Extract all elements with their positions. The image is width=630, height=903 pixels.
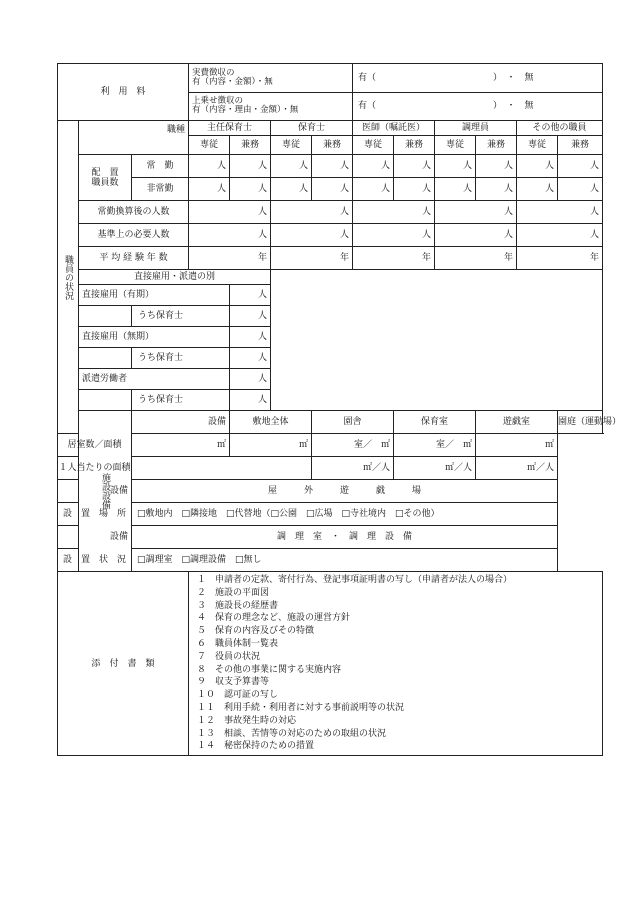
avg-exp-cell[interactable]: 年	[271, 247, 353, 270]
rooms-area-cell[interactable]: 室／ ㎡	[312, 434, 394, 457]
avg-exp-label: 平 均 経 験 年 数	[79, 247, 189, 270]
application-form-table	[57, 63, 622, 756]
employment-cell[interactable]: 人	[230, 306, 271, 327]
sub-header: 兼務	[394, 136, 435, 155]
avg-exp-cell[interactable]: 年	[517, 247, 603, 270]
attachment-item: １４ 秘密保持のための措置	[197, 741, 315, 752]
facility-section-label: 施設設備	[79, 411, 132, 572]
sub-header: 専従	[517, 136, 558, 155]
area-cell[interactable]: ㎡	[230, 434, 312, 457]
parttime-dedicated-cell[interactable]: 人	[189, 178, 230, 201]
fte-cell[interactable]: 人	[189, 201, 271, 224]
attachments-label: 添 付 書 類	[58, 572, 189, 756]
parttime-label: 非常勤	[132, 178, 189, 201]
employment-cell[interactable]: 人	[230, 369, 271, 390]
attachment-item: １ 申請者の定款、寄付行為、登記事項証明書の写し（申請者が法人の場合）	[197, 575, 513, 585]
sub-header: 兼務	[312, 136, 353, 155]
employment-row-label: 直接雇用（有期）	[79, 285, 230, 306]
avg-exp-cell[interactable]: 年	[189, 247, 271, 270]
required-cell[interactable]: 人	[189, 224, 271, 247]
sub-header: 専従	[435, 136, 476, 155]
employment-cell[interactable]: 人	[230, 390, 271, 411]
attachment-item: １１ 利用手続・利用者に対する事前説明等の状況	[197, 702, 405, 713]
employment-row-label: 直接雇用（無期）	[79, 327, 230, 348]
placement-label: 配 置 職員数	[79, 155, 132, 201]
equip-col-1: 園舎	[312, 411, 394, 434]
parttime-concurrent-cell[interactable]: 人	[558, 178, 603, 201]
fulltime-concurrent-cell[interactable]: 人	[230, 155, 271, 178]
employment-row-label: うち保育士	[132, 306, 230, 327]
parttime-concurrent-cell[interactable]: 人	[230, 178, 271, 201]
status-label: 設 置 状 況	[58, 549, 132, 572]
employment-row-label: うち保育士	[132, 390, 230, 411]
location-options[interactable]: □敷地内 □隣接地 □代替地（□公園 □広場 □寺社境内 □その他）	[132, 503, 558, 526]
fulltime-dedicated-cell[interactable]: 人	[435, 155, 476, 178]
staff-type-4: その他の職員	[517, 121, 603, 136]
required-cell[interactable]: 人	[517, 224, 603, 247]
blank-area	[271, 270, 603, 411]
parttime-dedicated-cell[interactable]: 人	[435, 178, 476, 201]
parttime-concurrent-cell[interactable]: 人	[312, 178, 353, 201]
staff-type-label: 職種	[79, 121, 189, 155]
fulltime-dedicated-cell[interactable]: 人	[517, 155, 558, 178]
sub-header: 専従	[353, 136, 394, 155]
required-cell[interactable]: 人	[353, 224, 435, 247]
required-cell[interactable]: 人	[435, 224, 517, 247]
surcharge-fee-value[interactable]: 有（ ） ・ 無	[353, 92, 603, 121]
actual-fee-value[interactable]: 有（ ） ・ 無	[353, 64, 603, 93]
sub-header: 兼務	[558, 136, 603, 155]
staff-type-3: 調理員	[435, 121, 517, 136]
attachments-list	[189, 572, 603, 756]
staff-type-1: 保育士	[271, 121, 353, 136]
fulltime-concurrent-cell[interactable]: 人	[394, 155, 435, 178]
fulltime-concurrent-cell[interactable]: 人	[312, 155, 353, 178]
employment-cell[interactable]: 人	[230, 327, 271, 348]
per-person-label: １人当たりの面積	[58, 457, 132, 480]
staff-type-2: 医師（嘱託医）	[353, 121, 435, 136]
attachment-item: １０ 認可証の写し	[197, 690, 279, 701]
area-cell[interactable]: ㎡	[476, 434, 558, 457]
fte-label: 常勤換算後の人数	[79, 201, 189, 224]
sub-header: 兼務	[230, 136, 271, 155]
per-person-cell[interactable]: ㎡／人	[394, 457, 476, 480]
attachment-item: ８ その他の事業に関する実施内容	[197, 664, 342, 675]
fte-cell[interactable]: 人	[353, 201, 435, 224]
staff-type-0: 主任保育士	[189, 121, 271, 136]
parttime-concurrent-cell[interactable]: 人	[394, 178, 435, 201]
employment-header: 直接雇用・派遣の別	[79, 270, 271, 285]
fulltime-dedicated-cell[interactable]: 人	[271, 155, 312, 178]
actual-fee-label: 実費徴収の 有（内容・金額）・無	[189, 64, 353, 93]
equip-col-4: 園庭（運動場）	[558, 411, 603, 434]
avg-exp-cell[interactable]: 年	[435, 247, 517, 270]
employment-cell[interactable]: 人	[230, 285, 271, 306]
per-person-blank	[132, 457, 312, 480]
avg-exp-cell[interactable]: 年	[353, 247, 435, 270]
attachment-item: １２ 事故発生時の対応	[197, 715, 297, 726]
employment-cell[interactable]: 人	[230, 348, 271, 369]
attachment-item: ７ 役員の状況	[197, 651, 261, 662]
equip-label: 設備	[132, 411, 230, 434]
rooms-label: 居室数／面積	[58, 434, 132, 457]
attachment-item: ９ 収支予算書等	[197, 677, 270, 688]
employment-row-label: うち保育士	[132, 348, 230, 369]
attachment-item: １３ 相談、苦情等の対応のための取組の状況	[197, 728, 387, 739]
rooms-area-cell[interactable]: 室／ ㎡	[394, 434, 476, 457]
required-label: 基準上の必要人数	[79, 224, 189, 247]
location-label: 設 置 場 所	[58, 503, 132, 526]
fulltime-label: 常 勤	[132, 155, 189, 178]
parttime-dedicated-cell[interactable]: 人	[271, 178, 312, 201]
equip-col-0: 敷地全体	[230, 411, 312, 434]
fulltime-dedicated-cell[interactable]: 人	[189, 155, 230, 178]
surcharge-fee-label: 上乗せ徴収の 有（内容・理由・金額）・無	[189, 92, 353, 121]
per-person-cell[interactable]: ㎡／人	[476, 457, 558, 480]
sub-header: 専従	[189, 136, 230, 155]
attachment-item: ３ 施設長の経歴書	[197, 600, 279, 611]
parttime-concurrent-cell[interactable]: 人	[476, 178, 517, 201]
staff-section-label: 職員の状況	[58, 121, 79, 434]
fulltime-dedicated-cell[interactable]: 人	[353, 155, 394, 178]
kitchen-equip-label: 設備	[58, 526, 132, 549]
kitchen-title: 調 理 室 ・ 調 理 設 備	[132, 526, 558, 549]
sub-header: 兼務	[476, 136, 517, 155]
attachment-item: ６ 職員体制一覧表	[197, 638, 279, 649]
per-person-cell[interactable]: ㎡／人	[312, 457, 394, 480]
status-options[interactable]: □調理室 □調理設備 □無し	[132, 549, 558, 572]
fte-cell[interactable]: 人	[517, 201, 603, 224]
employment-row-label: 派遣労働者	[79, 369, 230, 390]
parttime-dedicated-cell[interactable]: 人	[517, 178, 558, 201]
fte-cell[interactable]: 人	[435, 201, 517, 224]
sub-header: 専従	[271, 136, 312, 155]
fulltime-concurrent-cell[interactable]: 人	[476, 155, 517, 178]
required-cell[interactable]: 人	[271, 224, 353, 247]
equip-col-2: 保育室	[394, 411, 476, 434]
parttime-dedicated-cell[interactable]: 人	[353, 178, 394, 201]
attachment-item: ４ 保育の理念など、施設の運営方針	[197, 613, 351, 624]
fte-cell[interactable]: 人	[271, 201, 353, 224]
outdoor-equip-label: 設備	[58, 480, 132, 503]
area-cell[interactable]: ㎡	[132, 434, 230, 457]
attachment-item: ５ 保育の内容及びその特徴	[197, 626, 315, 637]
fee-label: 利 用 料	[58, 64, 189, 121]
equip-col-3: 遊戯室	[476, 411, 558, 434]
attachment-item: ２ 施設の平面図	[197, 587, 270, 598]
fulltime-concurrent-cell[interactable]: 人	[558, 155, 603, 178]
outdoor-title: 屋 外 遊 戯 場	[132, 480, 558, 503]
